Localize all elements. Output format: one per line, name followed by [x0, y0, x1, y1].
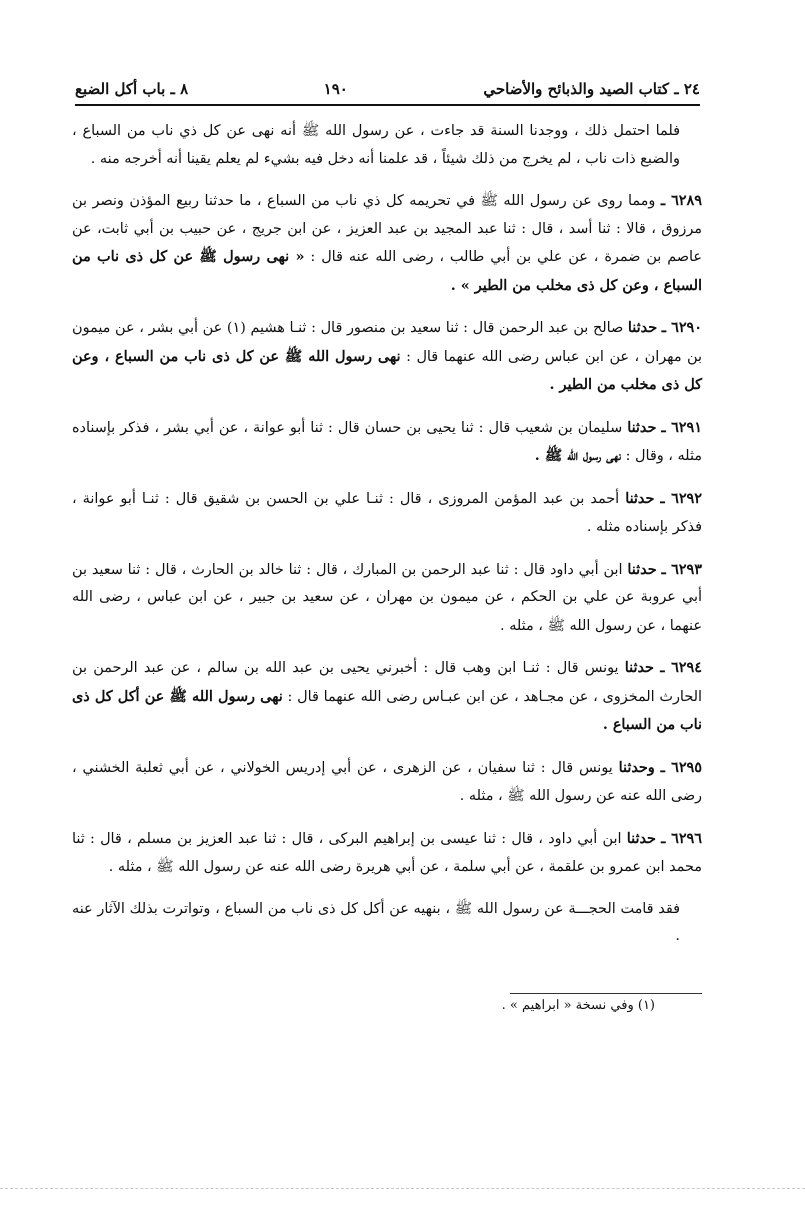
hadith-verb: حدثنا: [627, 418, 657, 436]
hadith-isnad: يونس قال : ثنـا ابن وهب قال : أخبرني يحيى بن عبد الله بن سالم ، عن عبد الرحمن بن الحارث المخزوى ، عن مجـاهد ، عن ابن عبـاس رضى الله عنهما قال :: [72, 660, 702, 705]
hadith-6292: [72, 485, 702, 542]
hadith-6289: [72, 187, 702, 300]
intro-paragraph: فلما احتمل ذلك ، ووجدنا السنة قد جاءت ، عن رسول الله ﷺ أنه نهى عن كل ذي ناب من السباع ، والضبع ذات ناب ، لم يخرج من ذلك شيئاً ، قد علمنا أنه دخل فيه بشيء لم يعلم يقينا أنه أخرجه منه .: [72, 123, 680, 167]
hadith-isnad: ومما روى عن رسول الله ﷺ في تحريمه كل ذي ناب من السباع ، ما حدثنا ربيع المؤذن ونصر بن مرزوق ، قالا : ثنا أسد ، قال : ثنا عبد المجيد بن عبد العزيز ، عن ابن جريج ، عن حبيب بن أبي ثابت، عن عاصم بن ضمرة ، عن علي بن أبي طالب ، رضى الله عنه قال :: [72, 193, 702, 265]
hadith-isnad: ابن أبي داود قال : ثنا عبد الرحمن بن المبارك ، قال : ثنا خالد بن الحارث ، قال : ثنا سعيد بن أبي عروبة عن علي بن الحكم ، عن ميمون بن مهران ، عن سعيد بن جبير ، عن ابن عباس ، رضى الله عنهما ، عن رسول الله ﷺ ، مثله .: [72, 561, 702, 634]
hadith-number: ٦٢٩٠ ـ: [661, 319, 703, 336]
header-book-title: ٢٤ ـ كتاب الصيد والذبائح والأضاحي: [483, 80, 700, 98]
hadith-verb: حدثنا: [625, 489, 655, 507]
hadith-matn: « نهى رسول ﷺ عن كل ذى ناب من السباع ، وعن كل ذى مخلب من الطير » .: [72, 248, 702, 294]
closing-paragraph: فقد قامت الحجـــة عن رسول الله ﷺ ، بنهيه عن أكل كل ذى ناب من السباع ، وتواترت بذلك الآثار عنه .: [72, 900, 680, 944]
hadith-isnad: سليمان بن شعيب قال : ثنا يحيى بن حسان قال : ثنا أبو عوانة ، عن أبي بشر ، فذكر بإسناده مثله ، وقال :: [72, 419, 702, 464]
hadith-6295: [72, 754, 702, 811]
hadith-verb: حدثنا: [627, 560, 657, 578]
hadith-isnad: أحمد بن عبد المؤمن المروزى ، قال : ثنـا علي بن الحسن بن شقيق قال : ثنـا أبو عوانة ، فذكر بإسناده مثله .: [72, 490, 702, 535]
hadith-number: ٦٢٨٩ ـ: [660, 192, 702, 209]
hadith-number: ٦٢٩٦ ـ: [661, 829, 703, 847]
running-header: [75, 74, 700, 104]
hadith-matn: نهى رسول الله ﷺ .: [534, 447, 621, 464]
hadith-6291: [72, 414, 702, 471]
hadith-6296: [72, 825, 702, 882]
hadith-isnad: يونس قال : ثنا سفيان ، عن الزهرى ، عن أبي إدريس الخولاني ، عن أبي ثعلبة الخشني ، رضى الله عنه عن رسول الله ﷺ ، مثله .: [72, 759, 702, 804]
hadith-matn: نهى رسول الله ﷺ عن أكل كل ذى ناب من السباع .: [72, 687, 702, 733]
hadith-6293: [72, 556, 702, 641]
hadith-verb: حدثنا: [626, 829, 656, 847]
hadith-isnad: ابن أبي داود ، قال : ثنا عيسى بن إبراهيم البركى ، قال : ثنا عبد العزيز بن مسلم ، قال : ثنا محمد ابن عمرو بن علقمة ، عن أبي سلمة ، عن أبي هريرة رضى الله عنه عن رسول الله ﷺ ، مثله .: [72, 830, 702, 875]
hadith-6290: [72, 314, 702, 400]
header-page-number: ١٩٠: [323, 80, 348, 98]
footnote-divider: [510, 993, 702, 994]
hadith-number: ٦٢٩٢ ـ: [660, 489, 703, 507]
page-body: [72, 118, 702, 965]
hadith-number: ٦٢٩٤ ـ: [660, 659, 702, 676]
hadith-verb: حدثنا: [624, 659, 654, 676]
hadith-verb: حدثنا: [627, 319, 658, 336]
footnote: (١) وفي نسخة « ابراهيم » .: [501, 998, 655, 1013]
hadith-verb: وحدثنا: [618, 758, 655, 776]
hadith-number: ٦٢٩٥ ـ: [660, 758, 703, 776]
hadith-isnad: صالح بن عبد الرحمن قال : ثنا سعيد بن منصور قال : ثنـا هشيم (١) عن أبي بشر ، عن ميمون بن مهران ، عن ابن عباس رضى الله عنهما قال :: [72, 320, 703, 365]
hadith-6294: [72, 654, 702, 740]
hadith-number: ٦٢٩١ ـ: [661, 418, 702, 436]
hadith-matn: نهى رسول الله ﷺ عن كل ذى ناب من السباع ، وعن كل ذى مخلب من الطير .: [72, 347, 702, 393]
scan-edge-line: [0, 1188, 805, 1189]
header-chapter-title: ٨ ـ باب أكل الضبع: [75, 80, 189, 98]
hadith-number: ٦٢٩٣ ـ: [661, 560, 702, 578]
header-divider: [75, 104, 700, 106]
